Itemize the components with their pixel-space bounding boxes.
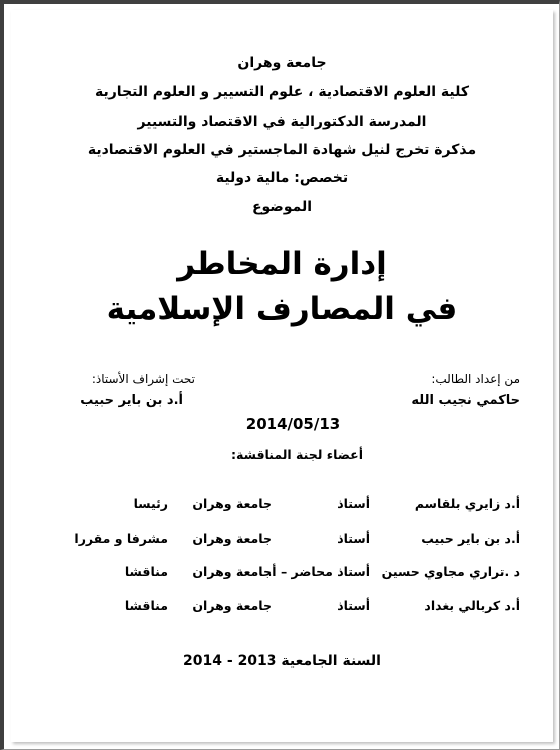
specialty: تخصص: مالية دولية [215,170,349,186]
member-institution: جامعة وهران [192,598,272,613]
member-institution: جامعة وهران [192,496,272,511]
faculty-name: كلية العلوم الاقتصادية ، علوم التسيير و العلوم التجارية [95,84,469,100]
member-rank: أستاذ [337,531,370,546]
member-rank: أستاذ محاضر – أ. [267,564,370,579]
member-role: مشرفا و مقررا [74,531,168,546]
member-name: أ.د كربالي بغداد [424,598,520,613]
supervisor-name: أ.د بن باير حبيب [80,393,183,408]
member-name: أ.د بن باير حبيب [421,531,520,546]
member-role: مناقشا [124,564,168,579]
title-line-2: في المصارف الإسلامية [106,291,458,327]
academic-year: السنة الجامعية 2013 - 2014 [183,653,381,669]
title-line-1: إدارة المخاطر [177,246,387,282]
defense-date: 2014/05/13 [245,415,341,433]
student-label: من إعداد الطالب: [431,372,520,386]
document-page [11,10,553,742]
member-role: رئيسا [133,496,168,511]
member-name: د .تراري مجاوي حسين [381,564,520,579]
member-rank: أستاذ [337,598,370,613]
thesis-description: مذكرة تخرج لنيل شهادة الماجستير في العلوم الاقتصادية [87,142,477,158]
member-institution: جامعة وهران [192,564,272,579]
supervisor-label: تحت إشراف الأستاذ: [91,372,195,386]
member-rank: أستاذ [337,496,370,511]
doctoral-school: المدرسة الدكتورالية في الاقتصاد والتسيير [137,114,427,130]
subject-label: الموضوع [251,199,313,215]
university-name: جامعة وهران [237,55,327,71]
committee-label: أعضاء لجنة المناقشة: [231,447,363,462]
student-name: حاكمي نجيب الله [411,393,520,408]
member-institution: جامعة وهران [192,531,272,546]
member-name: أ.د زايري بلقاسم [414,496,520,511]
member-role: مناقشا [124,598,168,613]
